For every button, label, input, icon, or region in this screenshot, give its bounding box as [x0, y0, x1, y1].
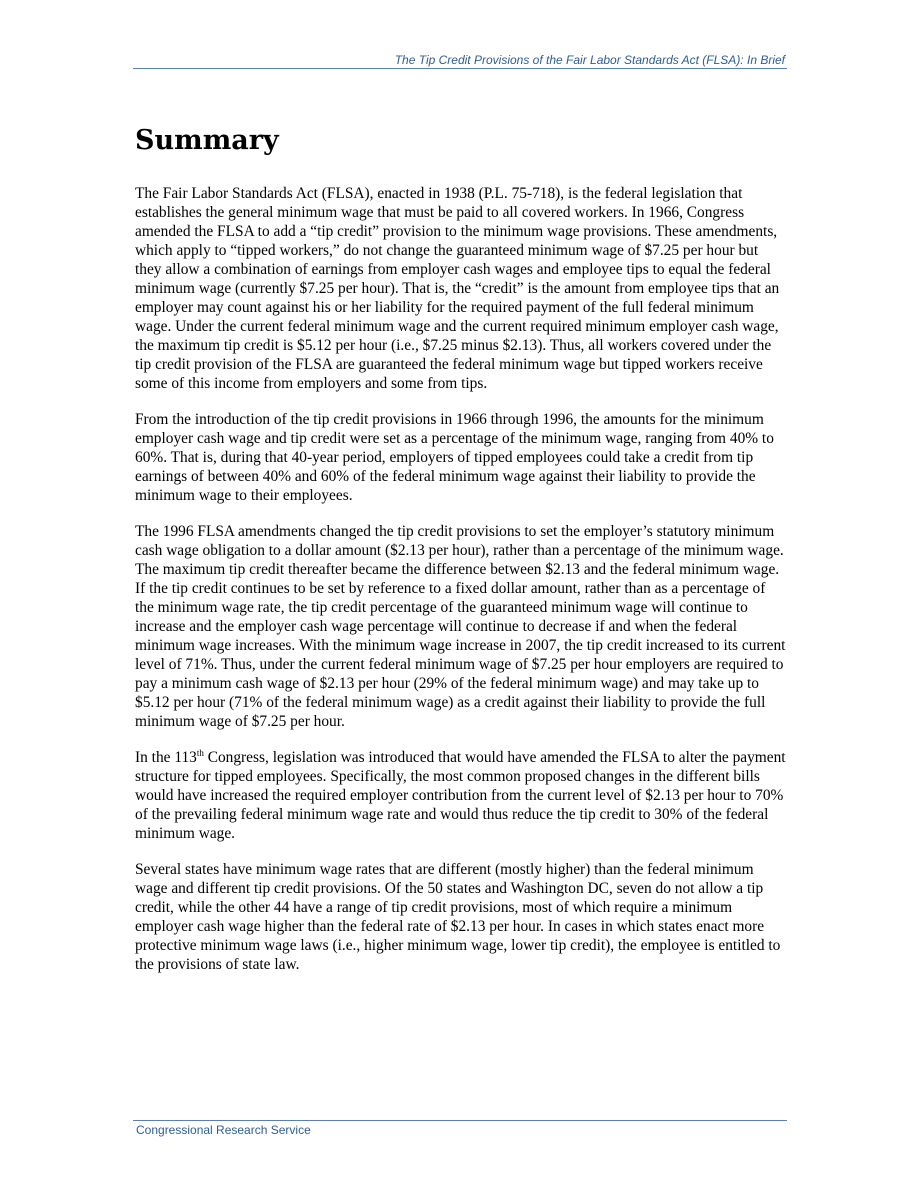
paragraph-1996-amendments: The 1996 FLSA amendments changed the tip credit provisions to set the employer’s statutory minimum cash wage obligation to a dollar amount ($2.13 per hour), rather than a percentage of the minimum wage. The maximum tip credit thereafter became the difference between $2.13 and the federal minimum wage. If the tip credit continues to be set by reference to a fixed dollar amount, rather than as a percentage of the minimum wage rate, the tip credit percentage of the guaranteed minimum wage will continue to increase and the employer cash wage percentage will continue to decrease if and when the federal minimum wage increases. With the minimum wage increase in 2007, the tip credit increased to its current level of 71%. Thus, under the current federal minimum wage of $7.25 per hour employers are required to pay a minimum cash wage of $2.13 per hour (29% of the federal minimum wage) and may take up to $5.12 per hour (71% of the federal minimum wage) as a credit against their liability to provide the full minimum wage of $7.25 per hour.	[135, 523, 786, 730]
footer-source: Congressional Research Service	[136, 1123, 311, 1137]
header-divider	[133, 68, 787, 69]
paragraph-113th-congress-rest: Congress, legislation was introduced that would have amended the FLSA to alter the payment structure for tipped employees. Specifically, the most common proposed changes in the different bills would have increased the required employer contribution from the current level of $2.13 per hour to 70% of the prevailing federal minimum wage rate and would thus reduce the tip credit to 30% of the federal minimum wage.	[135, 749, 786, 842]
document-body	[135, 121, 787, 991]
running-header-title: The Tip Credit Provisions of the Fair Labor Standards Act (FLSA): In Brief	[394, 53, 785, 67]
paragraph-tip-credit-history: From the introduction of the tip credit provisions in 1966 through 1996, the amounts for the minimum employer cash wage and tip credit were set as a percentage of the minimum wage, ranging from 40% to 60%. That is, during that 40-year period, employers of tipped employees could take a credit from tip earnings of between 40% and 60% of the federal minimum wage against their liability to provide the minimum wage to their employees.	[135, 411, 774, 504]
paragraph-state-laws: Several states have minimum wage rates that are different (mostly higher) than the federal minimum wage and different tip credit provisions. Of the 50 states and Washington DC, seven do not allow a tip credit, while the other 44 have a range of tip credit provisions, most of which require a minimum employer cash wage higher than the federal rate of $2.13 per hour. In cases in which states enact more protective minimum wage laws (i.e., higher minimum wage, lower tip credit), the employee is entitled to the provisions of state law.	[135, 861, 781, 973]
section-heading: Summary	[135, 125, 279, 156]
paragraph-113th-congress-start: In the 113	[135, 749, 197, 766]
ordinal-superscript: th	[196, 747, 204, 758]
paragraph-flsa-overview: The Fair Labor Standards Act (FLSA), enacted in 1938 (P.L. 75-718), is the federal legislation that establishes the general minimum wage that must be paid to all covered workers. In 1966, Congress amended the FLSA to add a “tip credit” provision to the minimum wage provisions. These amendments, which apply to “tipped workers,” do not change the guaranteed minimum wage of $7.25 per hour but they allow a combination of earnings from employer cash wages and employee tips to equal the federal minimum wage (currently $7.25 per hour). That is, the “credit” is the amount from employee tips that an employer may count against his or her liability for the required payment of the full federal minimum wage. Under the current federal minimum wage and the current required minimum employer cash wage, the maximum tip credit is $5.12 per hour (i.e., $7.25 minus $2.13). Thus, all workers covered under the tip credit provision of the FLSA are guaranteed the federal minimum wage but tipped workers receive some of this income from employers and some from tips.	[135, 185, 780, 392]
paragraph-113th-congress	[135, 748, 787, 843]
footer-divider	[133, 1120, 787, 1121]
